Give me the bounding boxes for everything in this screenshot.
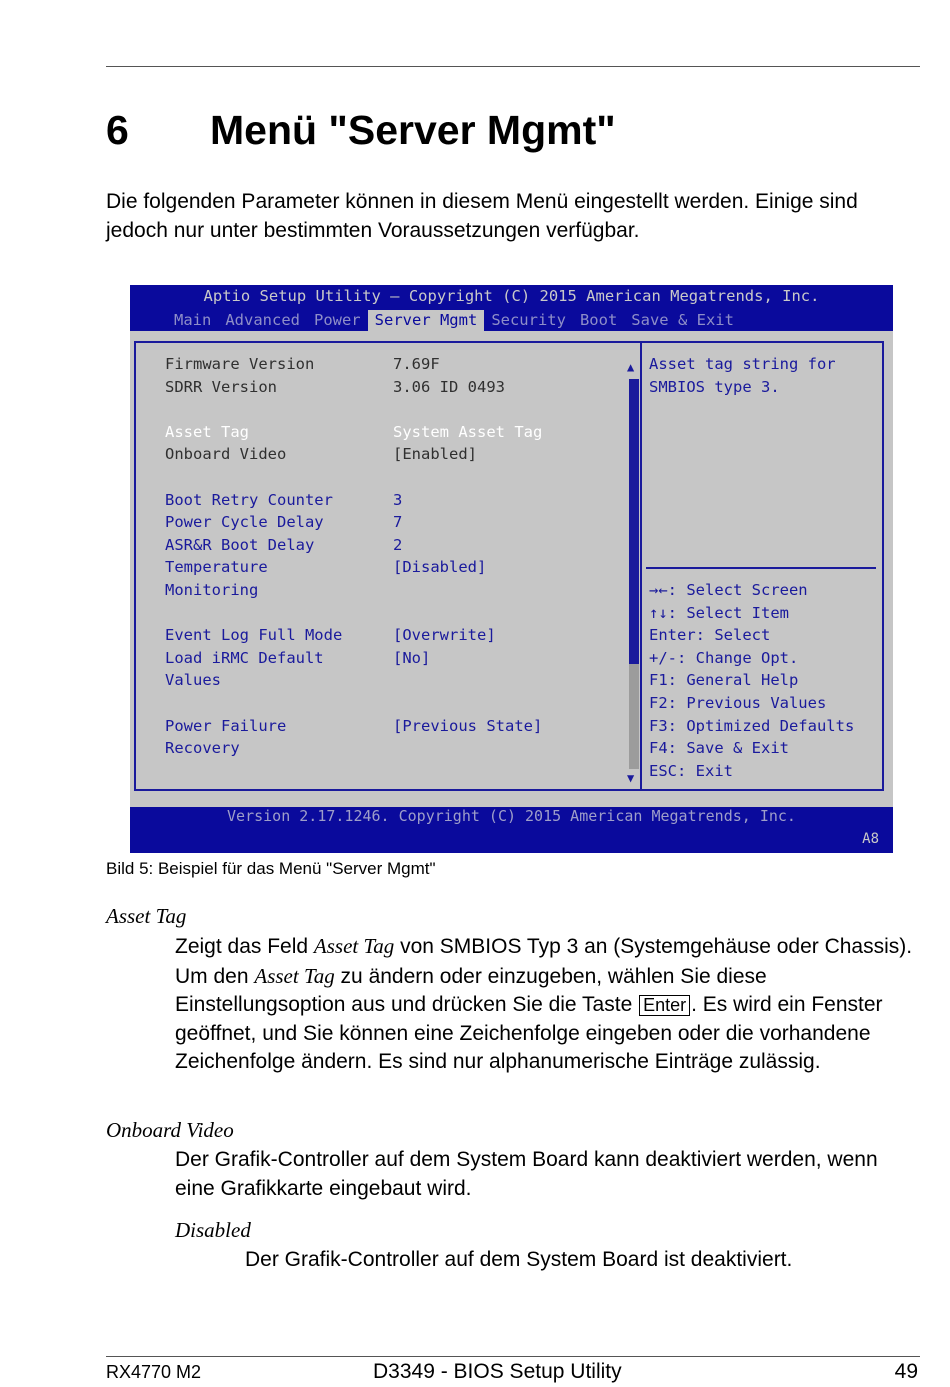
desc-term: Asset Tag	[254, 963, 335, 988]
bios-settings-panel	[130, 331, 893, 807]
footer-rule	[106, 1356, 920, 1357]
footer-document-title: D3349 - BIOS Setup Utility	[373, 1360, 622, 1383]
asset-tag-description	[175, 932, 920, 1077]
bios-help-separator	[646, 567, 876, 569]
bios-row-label: Load iRMC Default	[165, 648, 324, 667]
bios-key-help-f3: F3: Optimized Defaults	[649, 716, 855, 735]
footer-model: RX4770 M2	[106, 1362, 202, 1382]
bios-row-label: Boot Retry Counter	[165, 490, 333, 509]
bios-row-value: [Previous State]	[393, 716, 543, 735]
disabled-description: Der Grafik-Controller auf dem System Board ist deaktiviert.	[245, 1248, 793, 1271]
bios-key-help-f4: F4: Save & Exit	[649, 739, 789, 758]
bios-tab-save-exit[interactable]: Save & Exit	[631, 311, 734, 329]
bios-row-value: [Disabled]	[393, 558, 487, 577]
scroll-down-arrow-icon[interactable]: ▼	[627, 771, 635, 785]
bios-key-help-change-opt: +/-: Change Opt.	[649, 648, 799, 667]
enter-key-label: Enter	[639, 995, 690, 1016]
desc-text: von SMBIOS Typ 3 an (Systemgehäuse oder Chassis). Um den	[175, 935, 913, 988]
term-onboard-video: Onboard Video	[106, 1118, 234, 1142]
bios-row-label: Power Cycle Delay	[165, 513, 324, 532]
bios-row-label: Monitoring	[165, 581, 259, 599]
header-rule	[106, 66, 920, 67]
bios-scrollbar[interactable]	[629, 379, 639, 769]
desc-text: zu ändern oder einzugeben, wählen Sie diese Einstellungsoption aus und drücken Sie die Taste	[175, 964, 767, 1016]
bios-row-value: 3.06 ID 0493	[393, 377, 505, 396]
bios-column-divider	[640, 343, 642, 789]
bios-row-label: Onboard Video	[165, 445, 287, 464]
bios-row-label: ASR&R Boot Delay	[165, 535, 315, 554]
onboard-video-description: Der Grafik-Controller auf dem System Board kann deaktiviert werden, wenn eine Grafikkarte eingebaut wird.	[175, 1148, 878, 1200]
bios-row-value: System Asset Tag	[393, 422, 543, 441]
bios-tab-advanced[interactable]: Advanced	[225, 311, 300, 329]
bios-tab-server-mgmt[interactable]: Server Mgmt	[368, 310, 485, 331]
bios-row-label: Event Log Full Mode	[165, 626, 343, 645]
bios-row-label: Recovery	[165, 739, 240, 758]
bios-tab-boot[interactable]: Boot	[579, 311, 618, 329]
chapter-title: Menü "Server Mgmt"	[210, 107, 616, 153]
bios-row-value: 7	[393, 513, 403, 532]
chapter-number: 6	[106, 107, 129, 153]
bios-row-power-failure-recovery-cont	[165, 737, 240, 805]
bios-tab-power[interactable]: Power	[313, 311, 361, 329]
bios-row-value: [Overwrite]	[393, 626, 496, 645]
bios-menu-tabs	[167, 310, 741, 331]
intro-paragraph: Die folgenden Parameter können in diesem Menü eingestellt werden. Einige sind jedoch nur unter bestimmten Voraussetzungen verfügbar.	[106, 190, 858, 242]
bios-key-help-select-screen: →←: Select Screen	[649, 581, 808, 599]
bios-row-label: Asset Tag	[165, 422, 249, 441]
bios-help-text-line: Asset tag string for	[649, 355, 836, 373]
figure-caption: Bild 5: Beispiel für das Menü "Server Mgmt"	[106, 859, 436, 878]
bios-post-code: A8	[862, 831, 879, 847]
bios-key-help-f1: F1: General Help	[649, 671, 799, 690]
page-number: 49	[894, 1360, 918, 1383]
bios-tab-security[interactable]: Security	[491, 311, 566, 329]
bios-key-help-enter: Enter: Select	[649, 626, 771, 645]
bios-row-value: 7.69F	[393, 355, 440, 373]
bios-key-help-esc: ESC: Exit	[649, 761, 733, 780]
bios-frame	[134, 341, 884, 791]
desc-text: Zeigt das Feld	[175, 935, 314, 958]
bios-row-value: [Enabled]	[393, 445, 477, 464]
bios-help-text-line: SMBIOS type 3.	[649, 377, 780, 396]
bios-row-value: 3	[393, 490, 403, 509]
bios-row-value: 2	[393, 535, 403, 554]
bios-row-value: [No]	[393, 648, 431, 667]
bios-row-label: Temperature	[165, 558, 268, 577]
term-disabled: Disabled	[175, 1218, 251, 1242]
bios-tab-main[interactable]: Main	[174, 311, 212, 329]
bios-row-label: SDRR Version	[165, 377, 277, 396]
bios-key-help-select-item: ↑↓: Select Item	[649, 603, 789, 622]
term-asset-tag: Asset Tag	[106, 904, 187, 928]
desc-text: . Es wird ein Fenster geöffnet, und Sie können eine Zeichenfolge eingeben oder die vorhandene Zeichenfolge ändern. Es sind nur alphanumerische Einträge zulässig.	[175, 993, 883, 1073]
bios-screenshot	[130, 285, 893, 853]
bios-key-help-f2: F2: Previous Values	[649, 694, 827, 712]
chapter-heading	[106, 104, 616, 156]
bios-row-label: Firmware Version	[165, 355, 315, 373]
desc-term: Asset Tag	[313, 934, 395, 958]
bios-title-bar: Aptio Setup Utility – Copyright (C) 2015 American Megatrends, Inc.	[203, 287, 820, 305]
bios-row-label: Values	[165, 671, 221, 690]
scroll-up-arrow-icon[interactable]: ▲	[627, 360, 635, 374]
bios-version-footer: Version 2.17.1246. Copyright (C) 2015 American Megatrends, Inc.	[227, 807, 796, 825]
bios-row-label: Power Failure	[165, 716, 287, 735]
bios-scrollbar-thumb[interactable]	[629, 379, 639, 664]
